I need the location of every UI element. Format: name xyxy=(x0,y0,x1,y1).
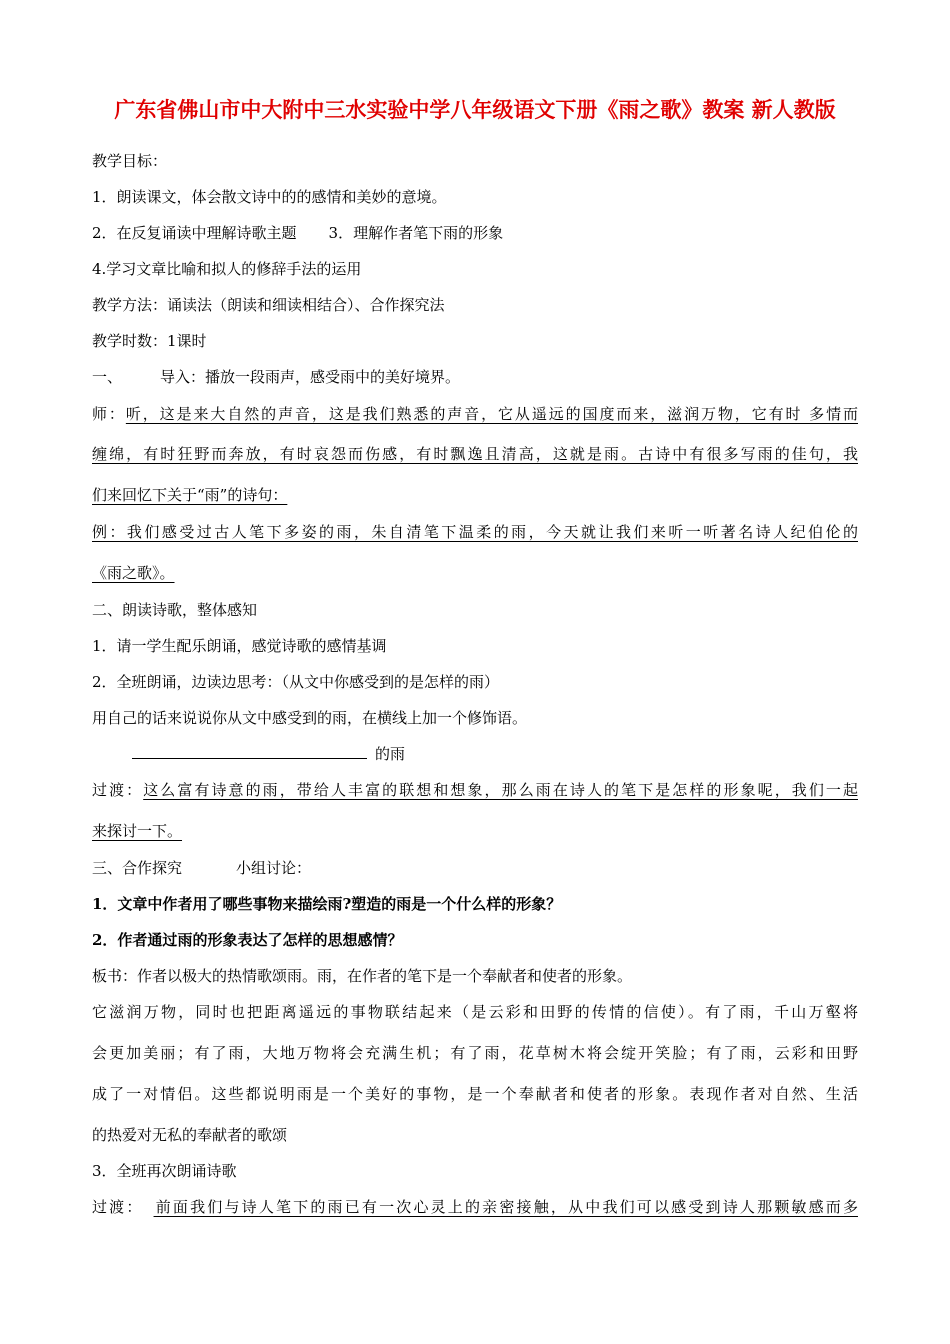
paragraph-line: 的热爱对无私的奉献者的歌颂 xyxy=(92,1126,288,1144)
teaching-hours: 教学时数：1课时 xyxy=(92,332,207,350)
paragraph-line: 来探讨一下。 xyxy=(92,822,183,840)
reading-instruction: 用自己的话来说说你从文中感受到的雨，在横线上加一个修饰语。 xyxy=(92,709,528,727)
fill-in-suffix: 的雨 xyxy=(375,745,406,763)
paragraph-line xyxy=(92,780,858,800)
underlined-text: 听，这是来大自然的声音，这是我们熟悉的声音，它从遥远的国度而来，滋润万物，它有时 多情而 xyxy=(125,405,858,423)
paragraph-line: 《雨之歌》。 xyxy=(92,564,175,582)
paragraph-line: 们来回忆下关于“雨”的诗句： xyxy=(92,486,288,504)
teaching-method: 教学方法：诵读法（朗读和细读相结合）、合作探究法 xyxy=(92,296,445,314)
discussion-question-2: 2．作者通过雨的形象表达了怎样的思想感情？ xyxy=(92,931,403,949)
section-text: 导入：播放一段雨声，感受雨中的美好境界。 xyxy=(160,368,461,386)
discussion-question-1: 1．文章中作者用了哪些事物来描绘雨?塑造的雨是一个什么样的形象？ xyxy=(92,895,562,913)
section-heading-discussion xyxy=(92,858,311,878)
reading-step-3: 3．全班再次朗诵诗歌 xyxy=(92,1162,237,1180)
paragraph-line xyxy=(92,404,858,424)
objective-1: 1．朗读课文，体会散文诗中的的感情和美妙的意境。 xyxy=(92,188,447,206)
paragraph-line: 成了一对情侣。这些都说明雨是一个美好的事物，是一个奉献者和使者的形象。表现作者对自然、生活 xyxy=(92,1085,858,1103)
reading-step-1: 1．请一学生配乐朗诵，感觉诗歌的感情基调 xyxy=(92,637,387,655)
paragraph-line: 它滋润万物，同时也把距离遥远的事物联结起来（是云彩和田野的传情的信使）。有了雨，千山万壑将 xyxy=(92,1003,858,1021)
objective-4: 4.学习文章比喻和拟人的修辞手法的运用 xyxy=(92,260,362,278)
paragraph-line: 会更加美丽；有了雨，大地万物将会充满生机；有了雨，花草树木将会绽开笑脸；有了雨，云彩和田野 xyxy=(92,1044,858,1062)
underlined-text: 前面我们与诗人笔下的雨已有一次心灵上的亲密接触，从中我们可以感受到诗人那颗敏感而多 xyxy=(153,1198,858,1216)
section-heading-reading: 二、朗读诗歌，整体感知 xyxy=(92,601,258,619)
answer-blank[interactable] xyxy=(132,744,367,759)
fill-in-line xyxy=(132,744,405,764)
paragraph-line: 例：我们感受过古人笔下多姿的雨，朱自清笔下温柔的雨，今天就让我们来听一听著名诗人纪伯伦的 xyxy=(92,523,858,541)
section-heading-intro xyxy=(92,367,460,387)
section-subtext: 小组讨论： xyxy=(236,859,312,877)
document-title: 广东省佛山市中大附中三水实验中学八年级语文下册《雨之歌》教案 新人教版 xyxy=(114,98,836,122)
section-label-objectives: 教学目标： xyxy=(92,152,168,170)
reading-step-2: 2．全班朗诵，边读边思考：（从文中你感受到的是怎样的雨） xyxy=(92,673,500,691)
paragraph-line: 缠绵，有时狂野而奔放，有时哀怨而伤感，有时飘逸且清高，这就是雨。古诗中有很多写雨的佳句，我 xyxy=(92,445,858,463)
objective-2: 2．在反复诵读中理解诗歌主题 xyxy=(92,224,297,242)
section-text: 三、合作探究 xyxy=(92,859,183,877)
paragraph-line xyxy=(92,1197,858,1217)
transition-label: 过渡： xyxy=(92,1198,144,1216)
speaker-label: 师： xyxy=(92,405,126,423)
transition-label: 过渡： xyxy=(92,781,144,799)
objective-3: 3．理解作者笔下雨的形象 xyxy=(328,224,504,242)
underlined-text: 这么富有诗意的雨，带给人丰富的联想和想象，那么雨在诗人的笔下是怎样的形象呢，我们一起 xyxy=(143,781,858,799)
objective-2-3 xyxy=(92,223,503,243)
board-summary: 板书：作者以极大的热情歌颂雨。雨，在作者的笔下是一个奉献者和使者的形象。 xyxy=(92,967,633,985)
section-number: 一、 xyxy=(92,368,123,386)
